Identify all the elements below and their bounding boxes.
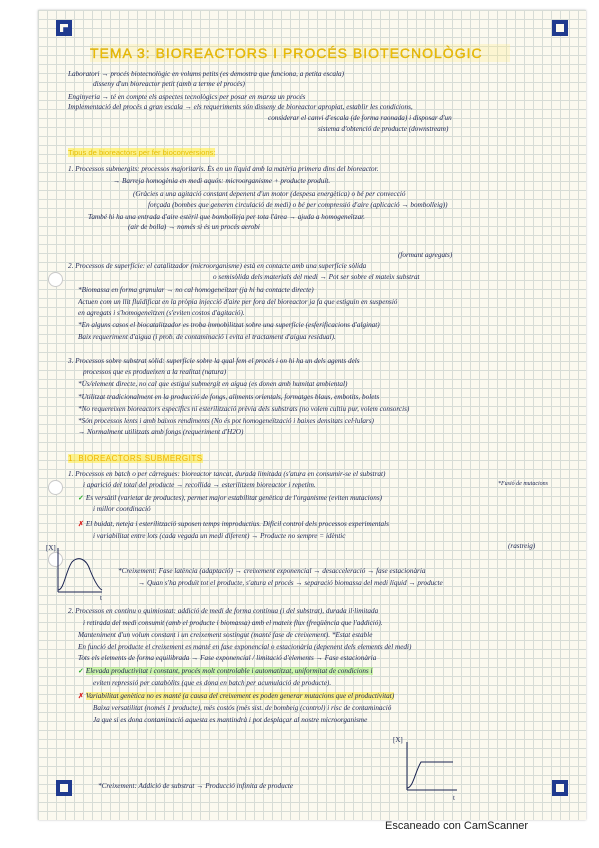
pro-line: ✓ Es versàtil (varietat de productes), permet major estabilitat genètica de l'organisme (eviten mutacions) (78, 494, 383, 502)
corner-marker-icon (552, 20, 568, 36)
note-line: i variabilitat entre lots (cada vegada un medi diferent) → Producte no sempre = idèntic (93, 532, 346, 540)
note-line: (Gràcies a una agitació constant depenent d'un motor (despesa energètica) o bé per convecció (133, 190, 406, 198)
note-line: 3. Processos sobre substrat sòlid: superfície sobre la qual fem el procés i on hi ha un dels agents dels (68, 357, 360, 365)
note-line: i retirada del medi consumit (amb el producte i biomassa) amb el mateix flux (freqüència que l'addició). (83, 619, 383, 627)
corner-marker-icon (56, 780, 72, 796)
con-line: ✗ El buidat, neteja i esterilització suposen temps improductius. Difícil control dels processos experimentals (78, 520, 389, 528)
section-heading: 1. BIOREACTORS SUBMERGITS (68, 454, 203, 463)
note-line: Tots els elements de forma equilibrada → Fase exponencial / limitació d'elements → Fase estacionària (78, 654, 377, 662)
side-note: *Fusió de mutacions (498, 481, 548, 487)
pro-line: ✓ Elevada productivitat i constant, procés molt controlable i automatitzat, uniformitat de condicions i (78, 667, 373, 675)
note-line: (formant agregats) (398, 251, 453, 259)
note-line: → Normalment utilitzats amb fongs (requeriment d'H2O) (78, 428, 244, 436)
note-line: → Barreja homogènia en medi aquós: microorganisme + producte produït. (113, 177, 331, 185)
note-line: 1. Processos en batch o per càrregues: bioreactor tancat, durada limitada (s'atura en consumir-se el substrat) (68, 470, 386, 478)
cross-icon: ✗ (78, 520, 86, 528)
note-line: forçada (bombes que generen circulació de medi) o bé per compressió d'aire (aplicació → bombolleig)) (148, 201, 448, 209)
note-line: 1. Processos submergits: processos majoritaris. És en un líquid amb la matèria primera dins del bioreactor. (68, 165, 379, 173)
note-line: Baix requeriment d'aigua (i prob. de contaminació i evita el tractament d'aigua residual). (78, 333, 336, 341)
graph-t-label: t (100, 594, 102, 600)
note-line: Manteniment d'un volum constant i un creixement sostingut (manté fase de creixement). *Estat estable (78, 631, 373, 639)
note-line: Implementació del procés a gran escala → els requeriments són disseny de bioreactor apropiat, establir les condicions, (68, 103, 413, 111)
note-line: considerar el canvi d'escala (de forma raonada) i disposar d'un (268, 114, 452, 122)
binder-hole (48, 272, 63, 287)
note-line: Ja que si es dona contaminació aquesta es mantindrà i pot desplaçar al nostre microorganisme (93, 716, 368, 724)
batch-growth-graph (46, 540, 106, 600)
note-line: eviten repressió per catabòlits (que es dona en batch per acumulació de producte). (93, 679, 332, 687)
page-title: TEMA 3: BIOREACTORS I PROCÉS BIOTECNOLÒGIC (90, 44, 510, 62)
note-line: i aparició del total del producte → recollida → esterilitzem bioreactor i repetim. (83, 481, 316, 489)
note-line: En funció del producte el creixement es manté en fase exponencial o estacionària (depenent dels elements del medi) (78, 643, 412, 651)
note-line: 2. Processos de superfície: el catalitzador (microorganisme) està en contacte amb una superfície sòlida (68, 262, 367, 270)
cross-icon: ✗ (78, 692, 86, 700)
check-icon: ✓ (78, 667, 86, 675)
notebook-page (38, 10, 586, 820)
graph-y-label: [X] (393, 736, 403, 744)
binder-hole (48, 480, 63, 495)
note-line: o semisòlida dels materials del medi → Pot ser sobre el mateix substrat (213, 273, 420, 281)
note-line: Enginyeria → té en compte els aspectes tecnològics per posar en marxa un procés (68, 93, 306, 101)
note-line: i millor coordinació (93, 505, 151, 513)
section-heading: Tipus de bioreactors per fer bioconversions: (68, 148, 216, 157)
note-line: 2. Processos en continu o quimiostat: addició de medi de forma contínua (i del substrat), durada il·limitada (68, 607, 379, 615)
note-line: → Quan s'ha produït tot el producte, s'atura el procés → separació biomassa del medi líquid → producte (138, 579, 443, 587)
note-line: *Són processos lents i amb baixos rendiments (No és pot homogeneïtzació i baixes densitats cel·lulars) (78, 417, 374, 425)
note-line: *En alguns casos el biocatalitzador es troba immobilitzat sobre una superfície (esferificacions d'alginat) (78, 321, 380, 329)
check-icon: ✓ (78, 494, 86, 502)
side-note: (rastreig) (508, 542, 536, 550)
note-line: *Biomassa en forma granular → no cal homogeneïtzar (ja hi ha contacte directe) (78, 286, 314, 294)
note-line: *Ús/element directe, no cal que estigui submergit en aigua (es donen amb humitat ambiental) (78, 380, 348, 388)
note-line: Actuen com un llit fluïdificat en la pròpia injecció d'aire per fora del bioreactor ja fa que estiguin en suspensió (78, 298, 398, 306)
note-line: *Creixement: Addició de substrat → Producció infinita de producte (98, 782, 294, 790)
note-line: Laboratori → procés biotecnològic en volums petits (es demostra que funciona, a petita escala) (68, 70, 345, 78)
note-line: També hi ha una entrada d'aire estèril que bombolleja per tota l'àrea → ajuda a homogeneïtzar. (88, 213, 365, 221)
con-line: ✗ Variabilitat genètica no es manté (a causa del creixement es poden generar mutacions que el productivitat) (78, 692, 395, 700)
note-line: Baixa versatilitat (només 1 producte), més costós (més sist. de bombeig (control) i risc de contaminació (93, 704, 392, 712)
note-line: *Utilitzat tradicionalment en la producció de fongs, aliments orientals, formatges blaus, embotits, bolets (78, 393, 380, 401)
note-line: en agregats i s'homogeneïtzen (s'eviten costos d'agitació). (78, 309, 245, 317)
graph-y-label: [X] (46, 544, 56, 552)
corner-marker-icon (56, 20, 72, 36)
note-line: *Creixement: Fase latència (adaptació) → creixement exponencial → desacceleració → fase estacionària (118, 567, 426, 575)
graph-t-label: t (453, 794, 455, 802)
note-line: processos que es produeixen a la realitat (natura) (83, 368, 227, 376)
note-line: *No requereixen bioreactors específics ni esterilització prèvia dels substrats (no volem cultiu pur, volem consorcis) (78, 405, 410, 413)
corner-marker-icon (552, 780, 568, 796)
note-line: (air de bolla) → només si és un procés aerobi (128, 223, 260, 231)
continuous-growth-graph (393, 732, 463, 802)
scanner-watermark: Escaneado con CamScanner (385, 820, 529, 832)
note-line: sistema d'obtenció de producte (downstream) (318, 125, 449, 133)
note-line: disseny d'un bioreactor petit (amb a terme el procés) (93, 80, 245, 88)
